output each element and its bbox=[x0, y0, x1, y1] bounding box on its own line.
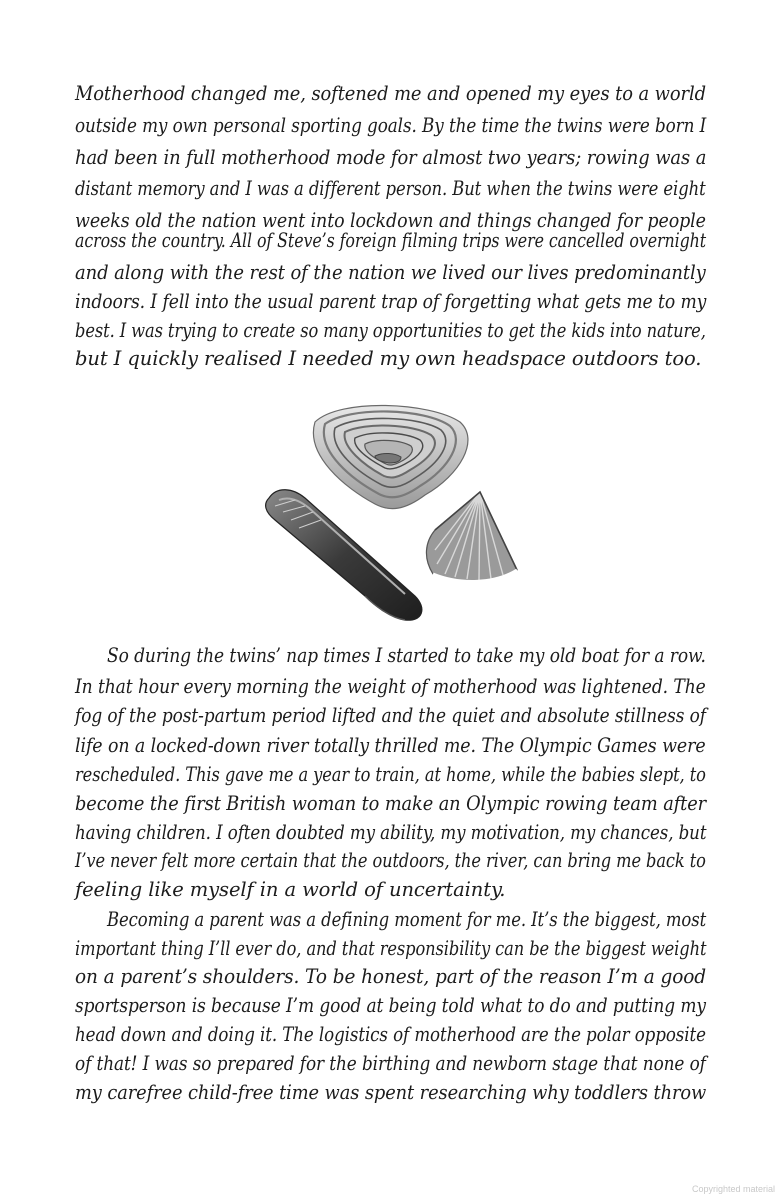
seashells-illustration bbox=[255, 400, 545, 630]
text-line: sportsperson is because I’m good at being told what to do and putting my bbox=[75, 994, 706, 1017]
text-line: So during the twins’ nap times I started to take my old boat for a row. bbox=[107, 644, 706, 667]
text-line: outside my own personal sporting goals. By the time the twins were born I bbox=[75, 114, 707, 137]
clam-shell-icon bbox=[313, 405, 468, 508]
text-line: across the country. All of Steve’s foreign filming trips were cancelled overnight bbox=[75, 229, 707, 252]
text-line: and along with the rest of the nation we lived our lives predominantly bbox=[75, 261, 706, 284]
text-line: In that hour every morning the weight of motherhood was lightened. The bbox=[75, 675, 706, 698]
text-line: I’ve never felt more certain that the outdoors, the river, can bring me back to bbox=[75, 849, 706, 872]
scallop-shell-icon bbox=[426, 492, 517, 581]
text-line: but I quickly realised I needed my own headspace outdoors too. bbox=[75, 347, 702, 370]
text-line: having children. I often doubted my ability, my motivation, my chances, but bbox=[75, 821, 707, 844]
text-line: of that! I was so prepared for the birthing and newborn stage that none of bbox=[75, 1052, 706, 1075]
text-line: Becoming a parent was a defining moment for me. It’s the biggest, most bbox=[107, 908, 707, 931]
text-line: head down and doing it. The logistics of motherhood are the polar opposite bbox=[75, 1023, 706, 1046]
text-line: had been in full motherhood mode for almost two years; rowing was a bbox=[75, 146, 707, 169]
text-line: fog of the post-partum period lifted and the quiet and absolute stillness of bbox=[75, 704, 706, 727]
text-line: indoors. I fell into the usual parent trap of forgetting what gets me to my bbox=[75, 290, 707, 313]
text-line: life on a locked-down river totally thrilled me. The Olympic Games were bbox=[75, 734, 706, 757]
text-line: feeling like myself in a world of uncertainty. bbox=[75, 878, 506, 901]
text-line: best. I was trying to create so many opportunities to get the kids into nature, bbox=[75, 319, 706, 342]
text-line: become the first British woman to make an Olympic rowing team after bbox=[75, 792, 707, 815]
text-line: Motherhood changed me, softened me and opened my eyes to a world bbox=[75, 82, 706, 105]
text-line: weeks old the nation went into lockdown and things changed for people bbox=[75, 209, 706, 232]
text-line: important thing I’ll ever do, and that responsibility can be the biggest weight bbox=[75, 937, 707, 960]
razor-shell-icon bbox=[266, 490, 422, 620]
text-line: rescheduled. This gave me a year to train, at home, while the babies slept, to bbox=[75, 763, 706, 786]
text-line: my carefree child-free time was spent researching why toddlers throw bbox=[75, 1081, 707, 1104]
text-line: distant memory and I was a different person. But when the twins were eight bbox=[75, 177, 706, 200]
copyright-notice: Copyrighted material bbox=[691, 1184, 775, 1194]
text-line: on a parent’s shoulders. To be honest, part of the reason I’m a good bbox=[75, 965, 707, 988]
